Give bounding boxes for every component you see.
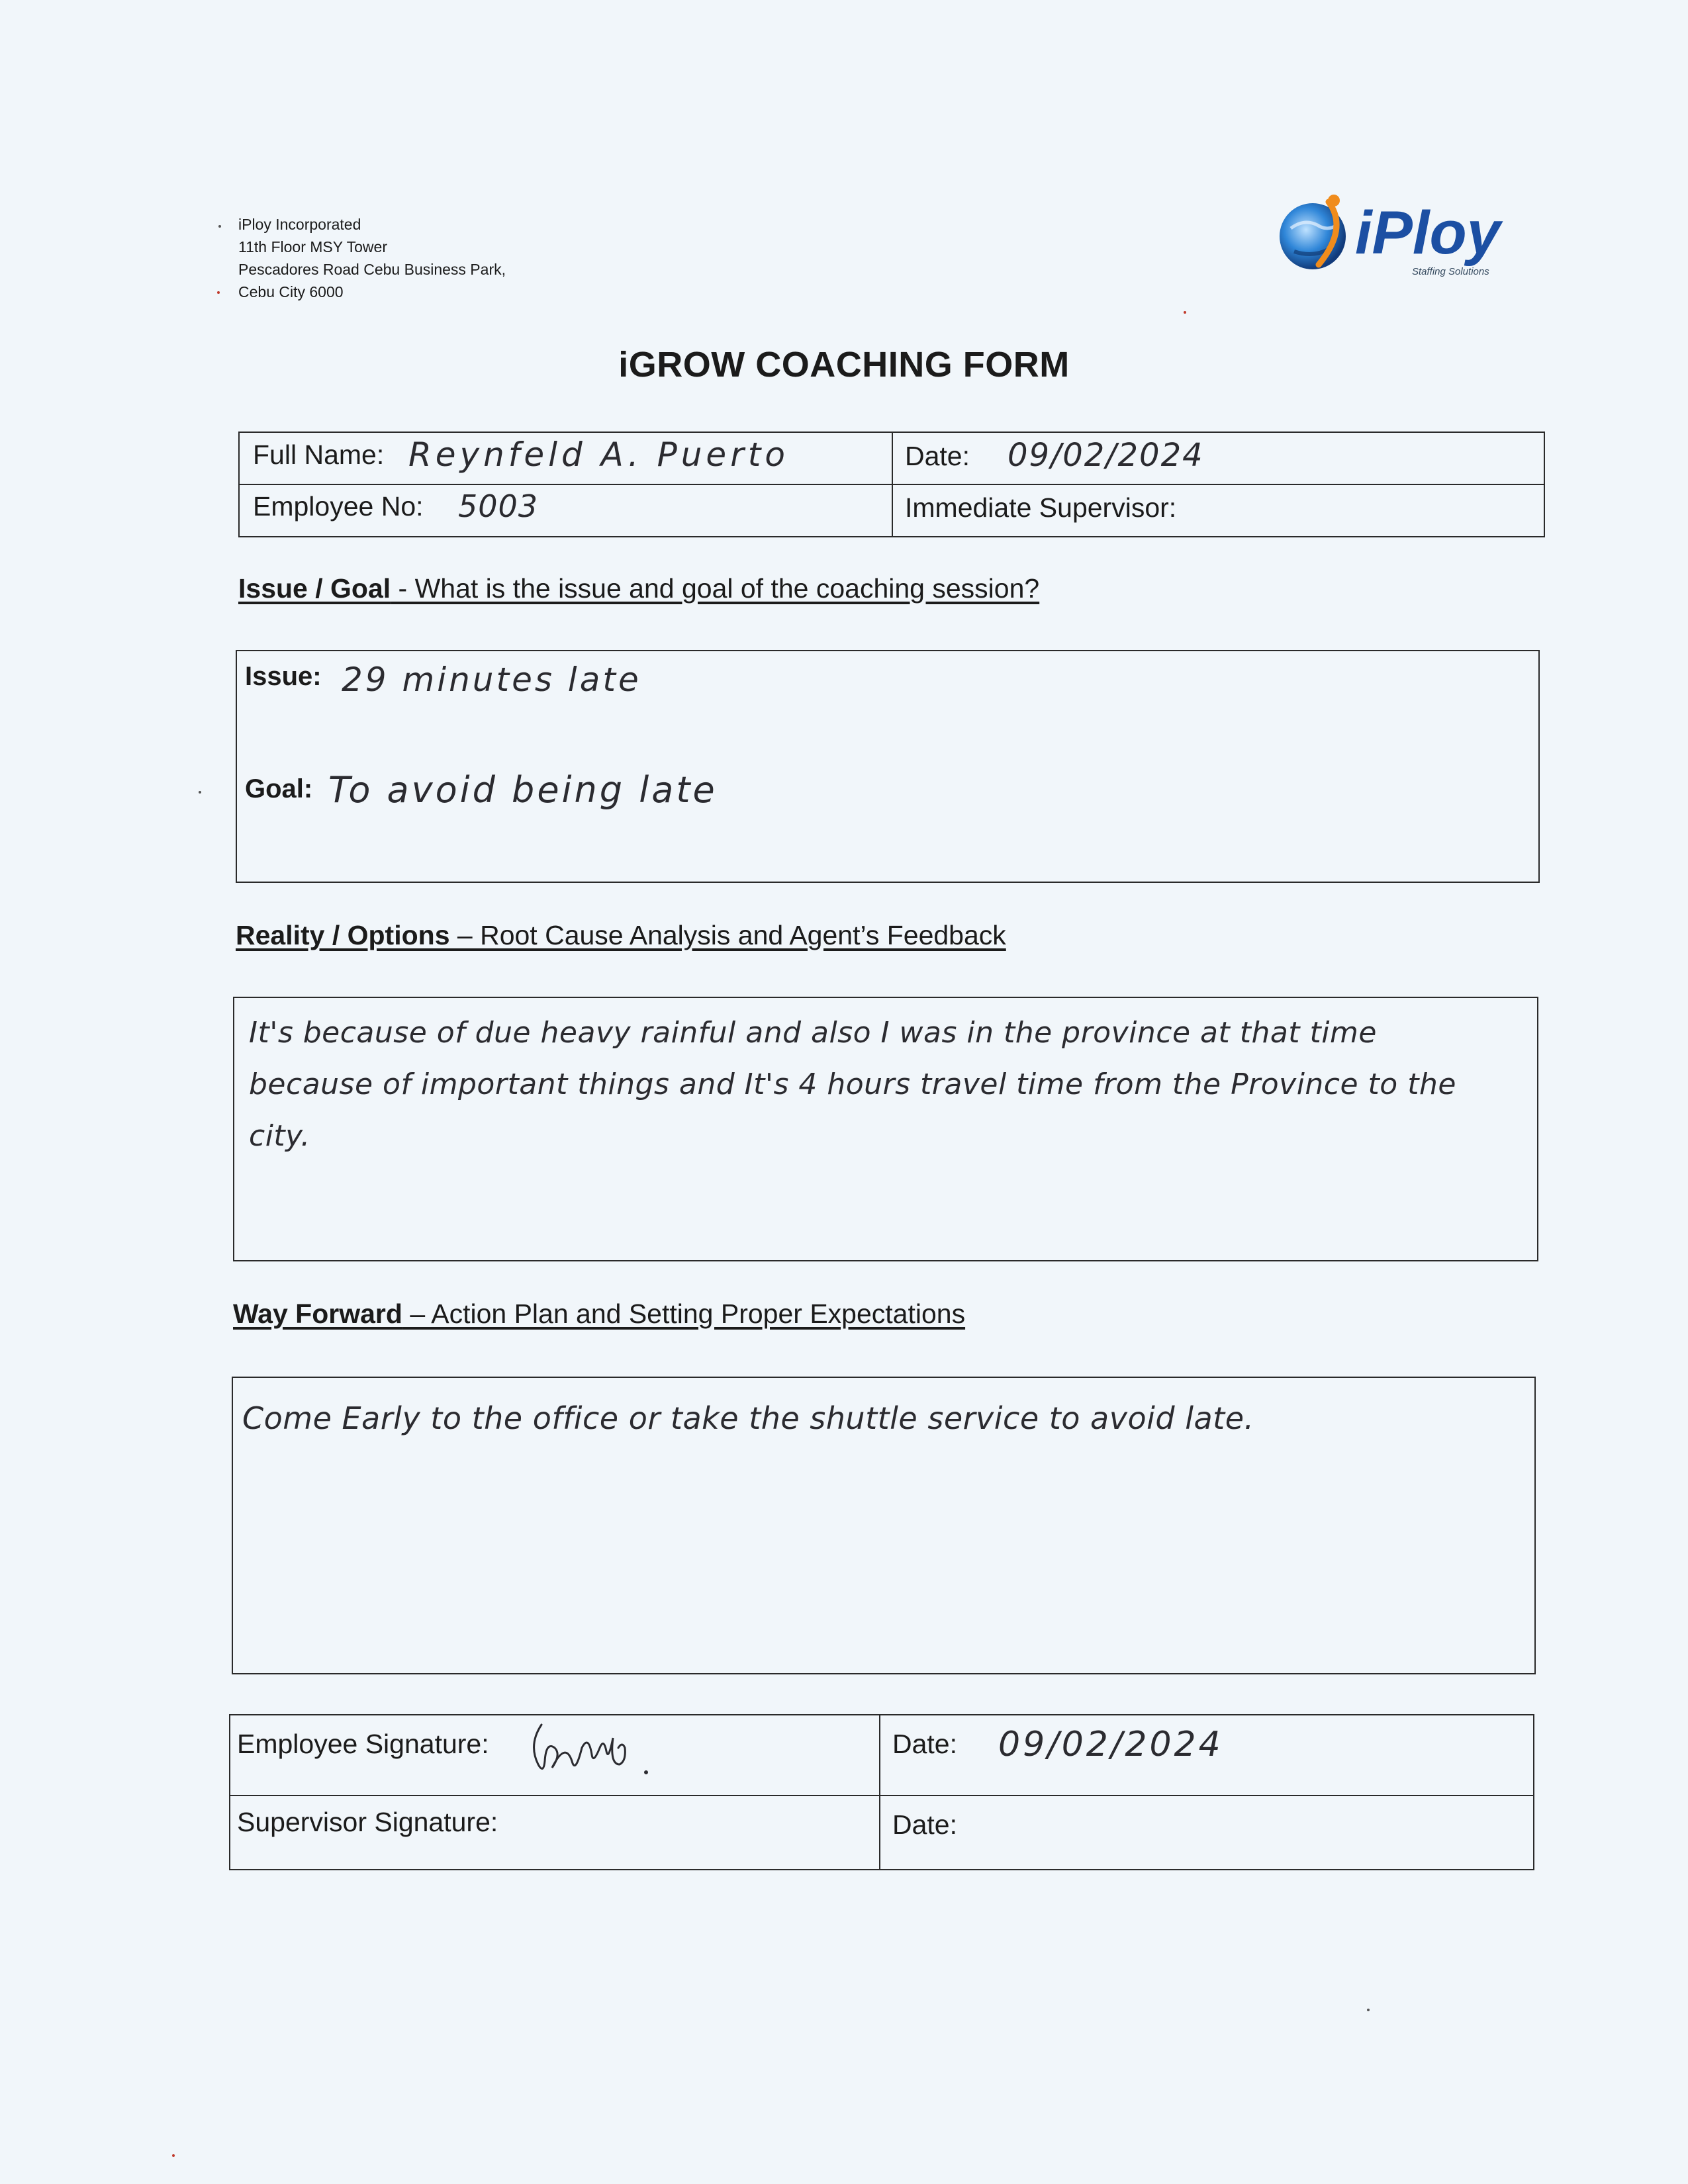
issue-goal-heading-bold: Issue / Goal	[238, 573, 391, 604]
way-forward-box[interactable]	[232, 1377, 1536, 1674]
issue-value: 29 minutes late	[342, 660, 641, 699]
date-value: 09/02/2024	[1008, 437, 1204, 474]
logo-tagline: Staffing Solutions	[1412, 266, 1489, 277]
reality-heading-text: – Root Cause Analysis and Agent’s Feedback	[449, 920, 1006, 950]
issue-goal-heading-text: - What is the issue and goal of the coaching session?	[391, 573, 1040, 604]
form-title: iGROW COACHING FORM	[618, 345, 1070, 385]
scan-speck	[172, 2154, 175, 2157]
address-line-1: 11th Floor MSY Tower	[238, 238, 387, 255]
logo-brand: iPloy	[1355, 199, 1501, 267]
scan-speck	[1184, 311, 1186, 314]
employee-date-label: Date:	[892, 1729, 957, 1759]
issue-goal-heading	[238, 573, 1039, 604]
supervisor-date-label: Date:	[892, 1809, 957, 1840]
globe-icon	[1268, 189, 1519, 281]
divider	[230, 1795, 1533, 1796]
employee-no-value: 5003	[458, 488, 539, 524]
issue-goal-box[interactable]	[236, 650, 1540, 883]
company-address	[238, 213, 506, 303]
company-name: iPloy Incorporated	[238, 216, 361, 233]
iploy-logo	[1268, 189, 1519, 281]
scan-speck	[1367, 2009, 1370, 2011]
reality-line-2: because of important things and It's 4 hours travel time from the Province to the	[249, 1068, 1456, 1101]
supervisor-signature-label: Supervisor Signature:	[237, 1807, 498, 1837]
supervisor-label: Immediate Supervisor:	[905, 492, 1177, 523]
address-line-2: Pescadores Road Cebu Business Park,	[238, 261, 506, 278]
divider	[879, 1715, 880, 1869]
signature-table	[229, 1714, 1534, 1870]
reality-box[interactable]	[233, 997, 1538, 1261]
issue-label: Issue:	[245, 662, 322, 691]
reality-line-3: city.	[249, 1119, 310, 1153]
way-forward-heading-bold: Way Forward	[233, 1298, 402, 1329]
scan-speck	[217, 291, 220, 294]
scan-speck	[218, 225, 221, 228]
scan-speck	[199, 791, 201, 794]
full-name-label: Full Name:	[253, 439, 385, 470]
reality-line-1: It's because of due heavy rainful and also I was in the province at that time	[249, 1016, 1377, 1050]
reality-feedback-text	[249, 1007, 1533, 1162]
address-line-3: Cebu City 6000	[238, 283, 344, 300]
date-label: Date:	[905, 441, 970, 471]
employee-info-table	[238, 432, 1545, 537]
way-forward-heading	[233, 1298, 965, 1330]
employee-no-label: Employee No:	[253, 491, 424, 522]
reality-heading-bold: Reality / Options	[236, 920, 450, 950]
way-forward-heading-text: – Action Plan and Setting Proper Expectations	[402, 1298, 966, 1329]
full-name-value: Reynfeld A. Puerto	[408, 435, 789, 474]
reality-heading	[236, 920, 1006, 951]
way-forward-text: Come Early to the office or take the shuttle service to avoid late.	[242, 1400, 1254, 1436]
divider	[892, 433, 893, 536]
employee-date-value: 09/02/2024	[998, 1725, 1223, 1764]
goal-value: To avoid being late	[328, 769, 718, 811]
signature-scribble-icon	[522, 1711, 654, 1784]
employee-signature-label: Employee Signature:	[237, 1729, 489, 1759]
goal-label: Goal:	[245, 774, 313, 803]
